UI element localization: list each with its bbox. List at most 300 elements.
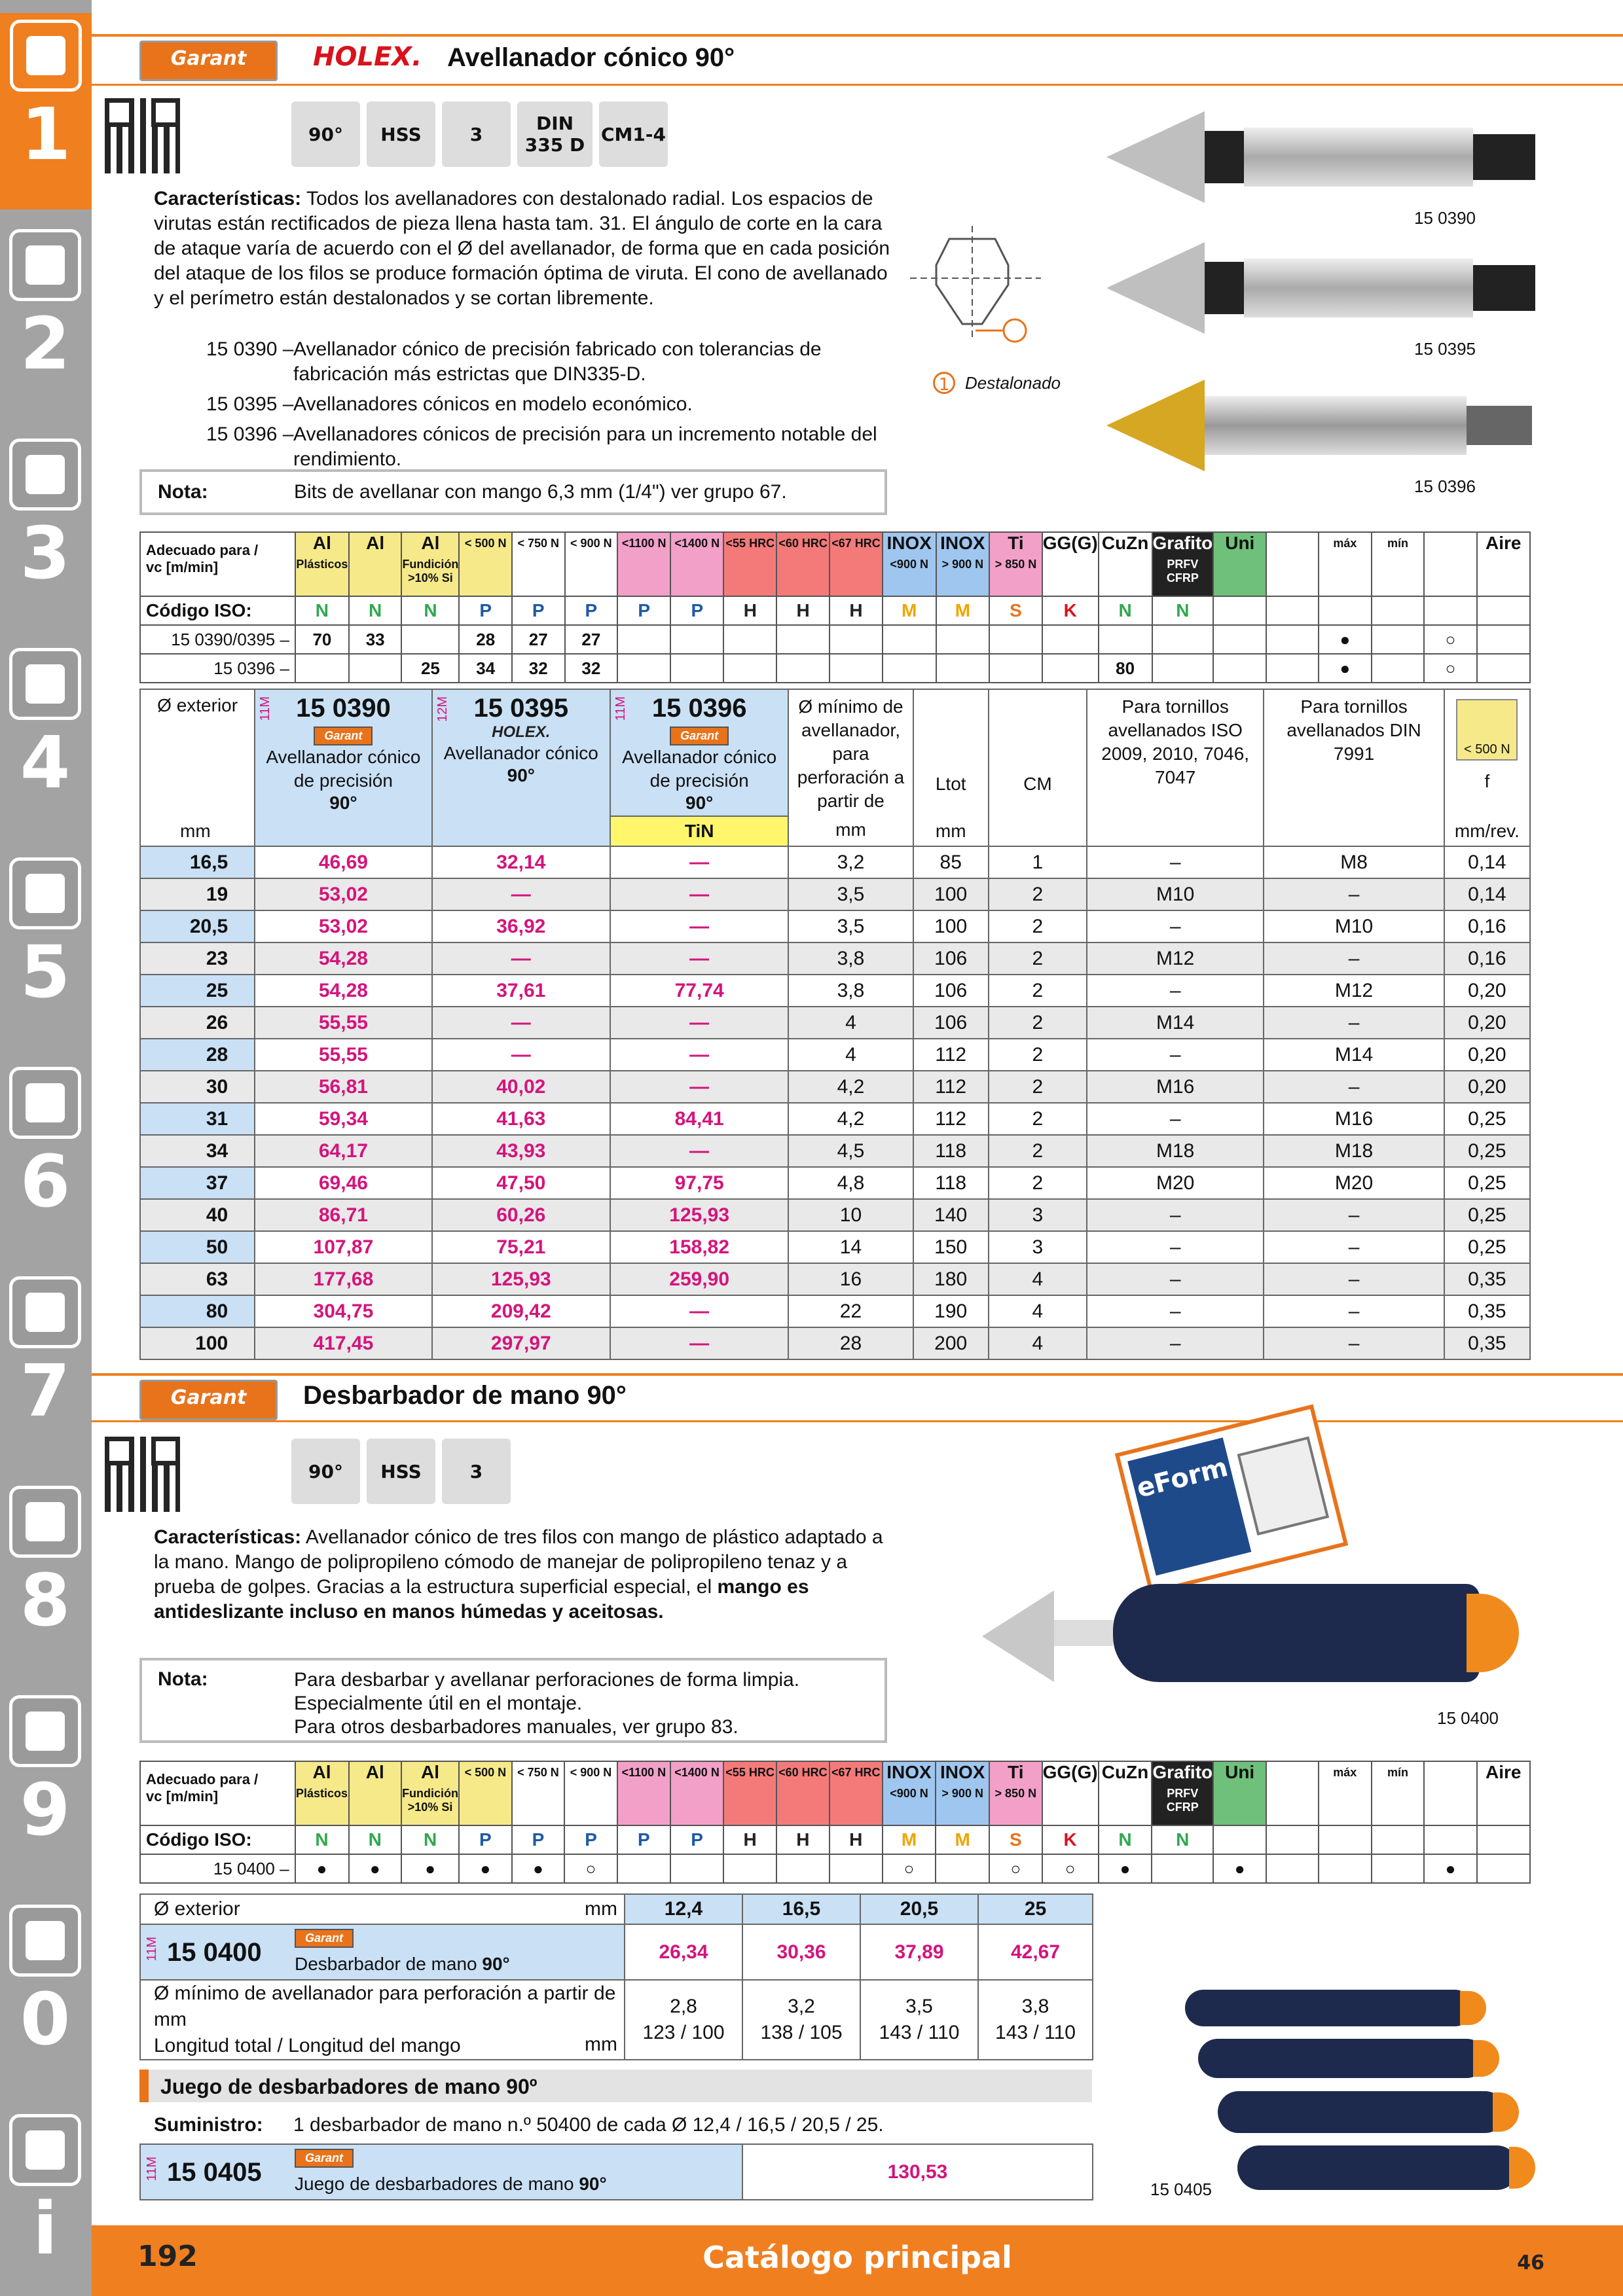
suitability-value	[1152, 1854, 1213, 1883]
material-header	[1266, 1761, 1319, 1825]
suitability-value	[936, 654, 990, 683]
note-lines-2	[294, 1668, 799, 1739]
sidebar-chapter-4[interactable]	[7, 641, 84, 825]
price-value[interactable]: —	[610, 846, 788, 878]
len-val: 123 / 100	[642, 2022, 725, 2043]
suitability-value	[936, 625, 990, 654]
sidebar-chapter-8[interactable]	[7, 1479, 84, 1662]
suitability-value: ●	[1319, 625, 1372, 654]
spec-value: 0,20	[1444, 1071, 1530, 1103]
suitability-value: 32	[512, 654, 565, 683]
specs-cell	[625, 1980, 742, 2060]
product-angle: 90°	[507, 765, 535, 785]
countersink-diagram	[910, 226, 1067, 344]
iso-code: N	[1152, 1825, 1213, 1854]
spec-value: 0,20	[1444, 975, 1530, 1007]
price-value[interactable]: 53,02	[255, 878, 431, 910]
suitability-value	[830, 1854, 883, 1883]
suitability-value	[776, 625, 830, 654]
spec-value: 0,25	[1444, 1199, 1530, 1231]
iso-code: P	[565, 596, 618, 625]
iso-code: S	[989, 1825, 1042, 1854]
price-cell: 26,34	[625, 1924, 742, 1980]
spec-value: 0,25	[1444, 1167, 1530, 1199]
material-header	[670, 1761, 723, 1825]
spec-value: 2	[989, 910, 1087, 942]
dia-value: 26	[140, 1007, 255, 1039]
price-value[interactable]: 125,93	[432, 1263, 610, 1295]
spec-icons-row-2	[291, 1439, 553, 1507]
min-val: 3,8	[1021, 1996, 1049, 2017]
price-value[interactable]: 86,71	[255, 1199, 431, 1231]
spec-value: 106	[913, 942, 989, 975]
price-value[interactable]: 209,42	[432, 1295, 610, 1327]
spec-value: 14	[788, 1231, 913, 1263]
spec-value: 4	[788, 1007, 913, 1039]
material-top: Ti	[1008, 533, 1024, 553]
material-top: Al	[312, 1762, 331, 1782]
variant-text: Avellanadores cónicos de precisión para un incremento notable del rendimiento.	[293, 423, 877, 470]
dia-value: 100	[140, 1327, 255, 1359]
price-value[interactable]: 69,46	[255, 1167, 431, 1199]
price-value[interactable]: —	[432, 878, 610, 910]
spec-value: –	[1264, 1263, 1444, 1295]
unit: mm	[935, 821, 966, 841]
material-top: Al	[421, 533, 440, 553]
price-value[interactable]: 32,14	[432, 846, 610, 878]
price-value[interactable]: 40,02	[432, 1071, 610, 1103]
sidebar-chapter-1[interactable]	[0, 13, 92, 209]
variant-text: Avellanadores cónicos en modelo económico.	[293, 393, 693, 415]
chapter-number: 2	[20, 302, 71, 386]
price-value[interactable]: 55,55	[255, 1039, 431, 1071]
price-value[interactable]: 54,28	[255, 942, 431, 975]
price-value[interactable]: 36,92	[432, 910, 610, 942]
material-suitability-table	[139, 531, 1531, 683]
spec-value: –	[1087, 1295, 1264, 1327]
spec-value: 4	[788, 1039, 913, 1071]
spec-value: 0,16	[1444, 942, 1530, 975]
price-value[interactable]: 53,02	[255, 910, 431, 942]
price-value[interactable]: 37,61	[432, 975, 610, 1007]
suitability-value	[989, 625, 1042, 654]
photo-caption-3: 15 0396	[1414, 476, 1476, 496]
material-header	[617, 1761, 670, 1825]
material-header	[349, 532, 402, 596]
material-bottom: Fundición >10% Si	[402, 1787, 459, 1814]
iso-code: P	[459, 1825, 512, 1854]
price-value[interactable]: —	[432, 1039, 610, 1071]
size-cell: 16,5	[742, 1894, 860, 1924]
chapter-number: 5	[20, 930, 71, 1014]
suitability-value	[670, 625, 723, 654]
price-value[interactable]: 41,63	[432, 1103, 610, 1135]
material-bottom: < 500 N	[464, 537, 507, 550]
material-header	[883, 532, 936, 596]
product-code: 15 0395	[473, 694, 569, 723]
din-icon: DIN 335 D	[517, 101, 593, 167]
spec-value: –	[1087, 1231, 1264, 1263]
saw-blade-icon	[9, 857, 81, 929]
spec-value: 1	[989, 846, 1087, 878]
material-suitability-table-2	[139, 1761, 1531, 1884]
features-label-2: Características:	[154, 1526, 302, 1548]
set-title: Juego de desbarbadores de mano 90º	[160, 2075, 538, 2098]
material-bottom: < 750 N	[517, 537, 560, 550]
suitability-value	[1213, 654, 1266, 683]
spec-value: 112	[913, 1071, 989, 1103]
material-header	[830, 1761, 883, 1825]
section-top-rule	[92, 34, 1623, 37]
suitability-value	[1266, 654, 1319, 683]
spec-value: 100	[913, 910, 989, 942]
spec-value: 4,8	[788, 1167, 913, 1199]
eform-drawer-icon	[1237, 1437, 1330, 1536]
material-bottom: mín	[1387, 1766, 1409, 1779]
price-value[interactable]: 259,90	[610, 1263, 788, 1295]
price-value[interactable]: 75,21	[432, 1231, 610, 1263]
product-row	[140, 1327, 1530, 1359]
info-icon	[9, 2114, 81, 2186]
spec-value: 3,8	[788, 942, 913, 975]
material-bottom: <1100 N	[621, 537, 666, 550]
product-row	[140, 1039, 1530, 1071]
note-label-2: Nota:	[158, 1668, 208, 1690]
material-header	[1372, 532, 1425, 596]
material-header	[1152, 532, 1214, 596]
price-value[interactable]: 46,69	[255, 846, 431, 878]
spec-value: –	[1264, 1071, 1444, 1103]
material-top: INOX	[940, 533, 985, 553]
suitability-value	[936, 1854, 989, 1883]
suitability-value	[349, 654, 402, 683]
material-header	[512, 1761, 565, 1825]
price-value[interactable]: 59,34	[255, 1103, 431, 1135]
spec-value: 106	[913, 1007, 989, 1039]
unit: mm	[180, 821, 211, 841]
iso-code: N	[1099, 596, 1152, 625]
spec-value: 2	[989, 878, 1087, 910]
suitability-value	[1042, 654, 1099, 683]
price-value[interactable]: —	[610, 1135, 788, 1167]
material-top: Uni	[1225, 1762, 1255, 1782]
material-header	[401, 1761, 459, 1825]
angle-90-icon: 90°	[291, 101, 360, 167]
len-label: Longitud total / Longitud del mango	[154, 2035, 461, 2056]
price-value[interactable]: 84,41	[610, 1103, 788, 1135]
iso-code: N	[1099, 1825, 1152, 1854]
suitability-value	[1477, 654, 1530, 683]
spec-value: M8	[1264, 846, 1444, 878]
product-cell[interactable]	[140, 1924, 625, 1980]
price-value[interactable]: —	[610, 1295, 788, 1327]
price-value[interactable]: —	[610, 942, 788, 975]
material-bottom: <67 HRC	[831, 1766, 881, 1779]
spec-value: –	[1087, 1039, 1264, 1071]
insert-icon	[9, 229, 81, 301]
chapter-number: i	[33, 2187, 58, 2270]
material-header	[723, 1761, 776, 1825]
dia-value: 28	[140, 1039, 255, 1071]
suitability-value: ●	[1213, 1854, 1266, 1883]
holex-logo: HOLEX.	[313, 42, 422, 72]
price-value[interactable]: 47,50	[432, 1167, 610, 1199]
dia-value: 63	[140, 1263, 255, 1295]
section2-header-rule	[92, 1420, 1623, 1422]
iso-code	[1266, 1825, 1319, 1854]
suitability-value	[830, 625, 883, 654]
material-header	[349, 1761, 402, 1825]
price-value[interactable]: —	[610, 1039, 788, 1071]
suitability-value	[883, 654, 936, 683]
price-value[interactable]: 77,74	[610, 975, 788, 1007]
suitability-value	[617, 1854, 670, 1883]
sidebar-chapter-6[interactable]	[7, 1060, 84, 1244]
qr-code-2[interactable]	[105, 1437, 180, 1512]
label-line: vc [m/min]	[146, 559, 219, 575]
chapter-number: 6	[20, 1139, 71, 1223]
spec-value: 0,20	[1444, 1007, 1530, 1039]
countersink-photo-150395	[1106, 242, 1539, 334]
product-code: 15 0390	[296, 694, 391, 723]
product-row	[140, 1167, 1530, 1199]
product-name	[295, 1954, 510, 1975]
spec-value: 0,20	[1444, 1039, 1530, 1071]
product-header-cell[interactable]	[255, 689, 431, 846]
material-header	[512, 532, 565, 596]
material-header	[1424, 532, 1476, 596]
chapter-number: 4	[20, 721, 71, 804]
material-bottom: <900 N	[890, 1787, 928, 1800]
price-value[interactable]: 177,68	[255, 1263, 431, 1295]
suitability-value	[617, 625, 670, 654]
spec-value: 4	[989, 1295, 1087, 1327]
order-mark: 11M	[613, 696, 628, 721]
material-header	[1319, 1761, 1372, 1825]
brand-logo: Garant	[314, 726, 373, 745]
iso-label: Código ISO:	[140, 596, 295, 625]
sidebar-chapter-2[interactable]	[7, 223, 84, 406]
material-header	[1372, 1761, 1425, 1825]
material-bottom: Plásticos	[296, 558, 348, 571]
chapter-number: 7	[20, 1349, 71, 1433]
spec-value: 118	[913, 1167, 989, 1199]
product-code: 15 0400	[167, 1938, 262, 1967]
spec-value: 85	[913, 846, 989, 878]
spec-value: 3,5	[788, 910, 913, 942]
sidebar-chapter-9[interactable]	[7, 1689, 84, 1872]
spec-value: –	[1087, 1263, 1264, 1295]
min-dia-header: Ø mínimo de avellanador, para perforación a partir de mm	[788, 689, 913, 846]
sidebar-chapter-3[interactable]	[7, 432, 84, 615]
dia-header: Ø exterior	[157, 695, 238, 715]
set-name	[295, 2174, 607, 2195]
toolbox-icon	[9, 1486, 81, 1558]
price-cell: 30,36	[742, 1924, 860, 1980]
note-box	[139, 469, 887, 515]
spec-value: 118	[913, 1135, 989, 1167]
section2-title: Desbarbador de mano 90°	[303, 1381, 627, 1410]
chapter-number: 0	[20, 1977, 71, 2061]
iso-code: P	[670, 596, 723, 625]
product-header-cell[interactable]	[610, 689, 788, 846]
price-value[interactable]: 60,26	[432, 1199, 610, 1231]
spec-value: 190	[913, 1295, 989, 1327]
product-header-cell[interactable]	[432, 689, 610, 846]
product-row	[140, 1071, 1530, 1103]
hss-icon: HSS	[367, 101, 435, 167]
spec-value: M20	[1264, 1167, 1444, 1199]
price-value[interactable]: 158,82	[610, 1231, 788, 1263]
spec-value: 180	[913, 1263, 989, 1295]
morse-taper-icon: CM1-4	[599, 101, 668, 167]
ltot-label: Ltot	[935, 774, 966, 794]
spec-value: 112	[913, 1039, 989, 1071]
sidebar-chapter-0[interactable]	[7, 1898, 84, 2081]
suitability-value: ●	[1099, 1854, 1152, 1883]
suitability-value: ●	[349, 1854, 402, 1883]
material-header	[1477, 1761, 1530, 1825]
len-unit: mm	[585, 2034, 617, 2055]
spec-value: 2	[989, 975, 1087, 1007]
material-top: Grafito	[1152, 1762, 1213, 1782]
price-value[interactable]: —	[610, 1327, 788, 1359]
suitability-value	[1372, 625, 1425, 654]
spec-value: 0,25	[1444, 1231, 1530, 1263]
tool-holder-icon	[9, 439, 81, 511]
price-value[interactable]: 304,75	[255, 1295, 431, 1327]
spec-value: –	[1264, 1295, 1444, 1327]
qr-code[interactable]	[105, 98, 180, 173]
set-product-cell[interactable]	[140, 2144, 742, 2200]
price-value[interactable]: 64,17	[255, 1135, 431, 1167]
coating-badge: TiN	[611, 816, 788, 846]
legend-text: Destalonado	[965, 373, 1061, 393]
dia-value: 34	[140, 1135, 255, 1167]
eform-badge[interactable]	[1115, 1405, 1348, 1595]
iso-code	[1266, 596, 1319, 625]
photo-caption-2: 15 0395	[1414, 339, 1476, 359]
suitability-value	[1477, 1854, 1530, 1883]
price-value[interactable]: —	[610, 1007, 788, 1039]
material-top: Al	[365, 1762, 384, 1782]
price-value[interactable]: —	[610, 1071, 788, 1103]
specs-cell	[742, 1980, 860, 2060]
spec-value: 3,8	[788, 975, 913, 1007]
sidebar-chapter-i[interactable]	[7, 2108, 84, 2291]
iso-code: H	[723, 1825, 776, 1854]
material-top: Ti	[1008, 1762, 1024, 1782]
material-header	[1213, 532, 1266, 596]
countersink-product-table	[139, 689, 1531, 1360]
suitability-value	[989, 654, 1042, 683]
photo-caption-5: 15 0405	[1150, 2179, 1212, 2199]
garant-mini-logo: Garant	[295, 2149, 354, 2168]
material-bottom: PRFV CFRP	[1166, 1787, 1199, 1814]
feed-label: f	[1484, 771, 1490, 791]
spec-value: –	[1264, 942, 1444, 975]
material-bottom: > 900 N	[941, 558, 984, 571]
price-value[interactable]: 55,55	[255, 1007, 431, 1039]
iso-code: M	[936, 596, 990, 625]
spec-value: 0,25	[1444, 1103, 1530, 1135]
material-header	[1042, 532, 1099, 596]
price-value[interactable]: —	[432, 942, 610, 975]
suitability-value: ●	[459, 1854, 512, 1883]
material-bottom: > 900 N	[941, 1787, 983, 1800]
label-line: Adecuado para /	[146, 542, 259, 558]
material-header	[1042, 1761, 1099, 1825]
chapter-number: 8	[20, 1558, 71, 1642]
material-header	[936, 532, 990, 596]
suitability-label	[140, 1761, 295, 1825]
material-bottom: Fundición >10% Si	[402, 558, 459, 584]
price-value[interactable]: 56,81	[255, 1071, 431, 1103]
sidebar-chapter-7[interactable]	[7, 1270, 84, 1453]
min-val: 3,5	[905, 1996, 933, 2017]
suitability-row-label: 15 0400 –	[140, 1854, 295, 1883]
countersink-photo-150396	[1106, 380, 1539, 471]
suitability-value: 27	[565, 625, 618, 654]
dia-value: 23	[140, 942, 255, 975]
material-header	[830, 532, 883, 596]
price-value[interactable]: 125,93	[610, 1199, 788, 1231]
catalog-title: Catálogo principal	[702, 2240, 1012, 2275]
price-value[interactable]: 417,45	[255, 1327, 431, 1359]
material-header	[883, 1761, 936, 1825]
drill-icon	[10, 20, 82, 92]
features-label: Características:	[154, 188, 302, 209]
chapter-sidebar	[0, 0, 92, 2296]
note-line: Para desbarbar y avellanar perforaciones de forma limpia.	[294, 1669, 800, 1691]
set-supply-text: 1 desbarbador de mano n.º 50400 de cada Ø 12,4 / 16,5 / 20,5 / 25.	[293, 2114, 884, 2136]
spec-value: 10	[788, 1199, 913, 1231]
price-value[interactable]: 297,97	[432, 1327, 610, 1359]
price-value[interactable]: 107,87	[255, 1231, 431, 1263]
price-value[interactable]: —	[610, 878, 788, 910]
unit: mm/rev.	[1454, 821, 1520, 841]
price-value[interactable]: 97,75	[610, 1167, 788, 1199]
safety-glasses-icon	[9, 1905, 81, 1977]
label-line: vc [m/min]	[146, 1788, 219, 1804]
spec-value: –	[1264, 1199, 1444, 1231]
material-top: INOX	[939, 1762, 985, 1782]
price-value[interactable]: 54,28	[255, 975, 431, 1007]
suitability-value	[723, 654, 776, 683]
order-mark: 11M	[145, 1937, 159, 1962]
price-value[interactable]: 43,93	[432, 1135, 610, 1167]
spec-value: 16	[788, 1263, 913, 1295]
material-header	[1424, 1761, 1476, 1825]
note-line: Especialmente útil en el montaje.	[294, 1693, 583, 1714]
set-name-angle: 90°	[579, 2174, 607, 2194]
sidebar-chapter-5[interactable]	[7, 851, 84, 1034]
price-value[interactable]: —	[432, 1007, 610, 1039]
min-val: 3,2	[788, 1996, 815, 2017]
material-header	[670, 532, 723, 596]
spec-value: 0,16	[1444, 910, 1530, 942]
material-bottom: <60 HRC	[778, 537, 828, 550]
spec-value: –	[1264, 1007, 1444, 1039]
material-top: Al	[312, 533, 331, 553]
spec-value: –	[1087, 1103, 1264, 1135]
page-footer	[92, 2225, 1623, 2296]
garant-mini-logo: Garant	[295, 1929, 354, 1948]
price-value[interactable]: —	[610, 910, 788, 942]
suitability-value: 80	[1099, 654, 1152, 683]
suitability-value	[1152, 654, 1214, 683]
material-bottom: máx	[1333, 1766, 1357, 1779]
